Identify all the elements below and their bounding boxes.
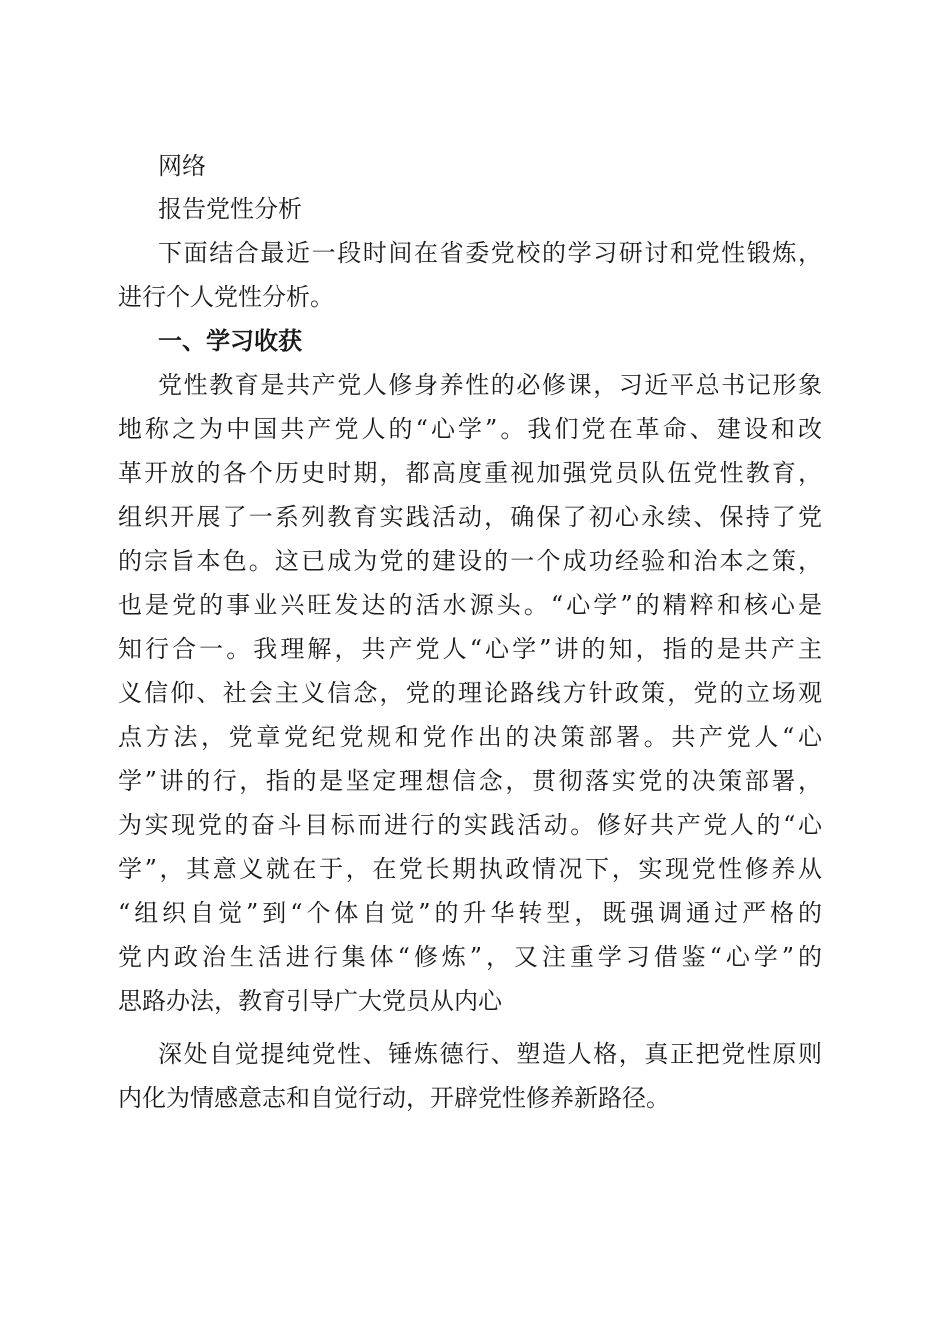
paragraph-line: 也是党的事业兴旺发达的活水源头。“心学”的精粹和核心是 bbox=[118, 591, 822, 619]
section-heading: 一、学习收获 bbox=[158, 326, 302, 355]
intro-line: 下面结合最近一段时间在省委党校的学习研讨和党性锻炼， bbox=[158, 239, 822, 267]
paragraph-line: 为实现党的奋斗目标而进行的实践活动。修好共产党人的“心 bbox=[118, 811, 822, 839]
paragraph-line: 组织开展了一系列教育实践活动，确保了初心永续、保持了党 bbox=[118, 503, 822, 531]
paragraph-line: 内化为情感意志和自觉行动，开辟党性修养新路径。 bbox=[118, 1084, 670, 1112]
paragraph-line: 的宗旨本色。这已成为党的建设的一个成功经验和治本之策， bbox=[118, 547, 822, 575]
title-line-1: 网络 bbox=[158, 152, 206, 180]
paragraph-line: 学”讲的行，指的是坚定理想信念，贯彻落实党的决策部署， bbox=[118, 767, 822, 795]
title-line-2: 报告党性分析 bbox=[158, 195, 302, 223]
paragraph-line: 党性教育是共产党人修身养性的必修课，习近平总书记形象 bbox=[158, 371, 822, 399]
paragraph-line: 深处自觉提纯党性、锤炼德行、塑造人格，真正把党性原则 bbox=[158, 1040, 822, 1068]
paragraph-line: 义信仰、社会主义信念，党的理论路线方针政策，党的立场观 bbox=[118, 679, 822, 707]
paragraph-line: 思路办法，教育引导广大党员从内心 bbox=[118, 987, 502, 1015]
paragraph-line: “组织自觉”到“个体自觉”的升华转型，既强调通过严格的 bbox=[118, 899, 822, 927]
paragraph-line: 党内政治生活进行集体“修炼”，又注重学习借鉴“心学”的 bbox=[118, 943, 822, 971]
paragraph-line: 地称之为中国共产党人的“心学”。我们党在革命、建设和改 bbox=[118, 415, 822, 443]
paragraph-line: 革开放的各个历史时期，都高度重视加强党员队伍党性教育， bbox=[118, 459, 822, 487]
paragraph-line: 知行合一。我理解，共产党人“心学”讲的知，指的是共产主 bbox=[118, 635, 822, 663]
paragraph-line: 学”，其意义就在于，在党长期执政情况下，实现党性修养从 bbox=[118, 855, 822, 883]
paragraph-line: 点方法，党章党纪党规和党作出的决策部署。共产党人“心 bbox=[118, 723, 822, 751]
intro-line: 进行个人党性分析。 bbox=[118, 283, 334, 311]
